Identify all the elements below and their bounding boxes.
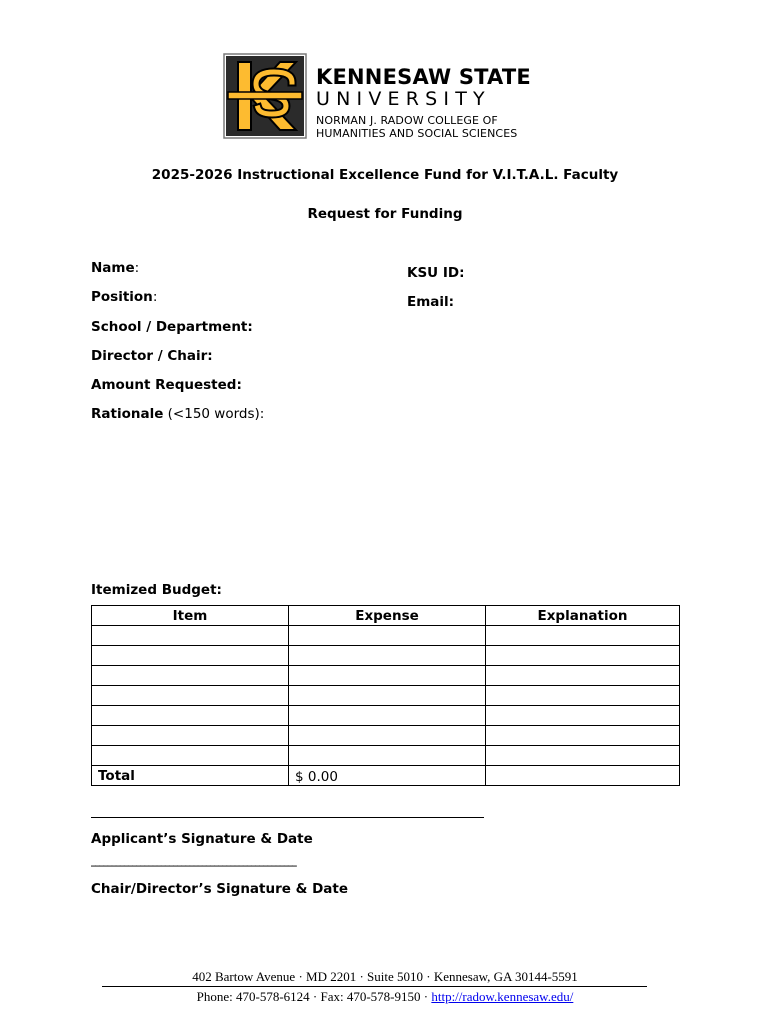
total-row [92, 766, 680, 786]
expense-cell[interactable] [289, 746, 486, 766]
website-link[interactable]: http://radow.kennesaw.edu/ [431, 989, 574, 1004]
ksu-logo-icon [222, 52, 308, 140]
item-cell[interactable] [92, 626, 289, 646]
table-row [92, 746, 680, 766]
item-cell[interactable] [92, 686, 289, 706]
total-label: Total [92, 766, 289, 786]
name-colon: : [134, 260, 140, 276]
school-department-field[interactable] [91, 319, 253, 335]
email-field[interactable] [407, 294, 454, 310]
explanation-cell[interactable] [486, 646, 680, 666]
col-explanation: Explanation [486, 606, 680, 626]
expense-cell[interactable] [289, 666, 486, 686]
budget-header-row [92, 606, 680, 626]
chair-signature-label [91, 881, 348, 897]
position-colon: : [152, 289, 158, 305]
total-explanation-cell [486, 766, 680, 786]
name-field[interactable] [91, 260, 139, 276]
logo-line-3 [316, 114, 531, 140]
applicant-signature-text: Applicant’s Signature & Date [91, 831, 313, 847]
expense-cell[interactable] [289, 686, 486, 706]
director-chair-field[interactable] [91, 348, 213, 364]
total-value: $ 0.00 [289, 766, 486, 786]
col-expense: Expense [289, 606, 486, 626]
explanation-cell[interactable] [486, 726, 680, 746]
amount-requested-field[interactable] [91, 377, 242, 393]
logo-wordmark [316, 66, 531, 140]
expense-cell[interactable] [289, 706, 486, 726]
rationale-note: (<150 words): [163, 406, 265, 422]
rationale-field[interactable] [91, 406, 264, 422]
budget-heading-text: Itemized Budget: [91, 582, 222, 598]
explanation-cell[interactable] [486, 666, 680, 686]
rationale-label: Rationale [91, 406, 164, 422]
school-label: School / Department: [91, 319, 253, 335]
table-row [92, 726, 680, 746]
footer-phone-fax: Phone: 470-578-6124 · Fax: 470-578-9150 · [196, 989, 432, 1004]
college-name-line-1: NORMAN J. RADOW COLLEGE OF [316, 114, 498, 127]
amount-label: Amount Requested: [91, 377, 242, 393]
expense-cell[interactable] [289, 646, 486, 666]
explanation-cell[interactable] [486, 746, 680, 766]
applicant-signature-label [91, 831, 313, 847]
table-row [92, 686, 680, 706]
position-label: Position [91, 289, 153, 305]
item-cell[interactable] [92, 746, 289, 766]
position-field[interactable] [91, 289, 157, 305]
table-row [92, 706, 680, 726]
document-subtitle: Request for Funding [307, 206, 463, 222]
table-row [92, 666, 680, 686]
name-label: Name [91, 260, 135, 276]
college-name-line-2: HUMANITIES AND SOCIAL SCIENCES [316, 127, 518, 140]
ksu-id-field[interactable] [407, 265, 464, 281]
applicant-signature-line[interactable] [91, 817, 484, 818]
chair-signature-text: Chair/Director’s Signature & Date [91, 881, 349, 897]
budget-heading [91, 582, 222, 598]
expense-cell[interactable] [289, 626, 486, 646]
expense-cell[interactable] [289, 726, 486, 746]
item-cell[interactable] [92, 646, 289, 666]
footer-divider [102, 986, 647, 987]
university-logo [222, 52, 552, 144]
budget-table [91, 605, 680, 786]
footer-contact [0, 989, 770, 1005]
document-title: 2025-2026 Instructional Excellence Fund for V.I.T.A.L. Faculty [151, 167, 619, 183]
col-item: Item [92, 606, 289, 626]
table-row [92, 626, 680, 646]
item-cell[interactable] [92, 666, 289, 686]
ksu-id-label: KSU ID: [407, 265, 465, 281]
email-label: Email: [407, 294, 455, 310]
footer-address: 402 Bartow Avenue · MD 2201 · Suite 5010 · Kennesaw, GA 30144-5591 [192, 969, 578, 984]
item-cell[interactable] [92, 726, 289, 746]
logo-line-1: KENNESAW STATE [316, 65, 531, 89]
director-label: Director / Chair: [91, 348, 213, 364]
table-row [92, 646, 680, 666]
explanation-cell[interactable] [486, 686, 680, 706]
explanation-cell[interactable] [486, 626, 680, 646]
chair-signature-line[interactable]: __________________________________________________ [91, 856, 297, 867]
explanation-cell[interactable] [486, 706, 680, 726]
item-cell[interactable] [92, 706, 289, 726]
logo-line-2: UNIVERSITY [316, 88, 491, 110]
